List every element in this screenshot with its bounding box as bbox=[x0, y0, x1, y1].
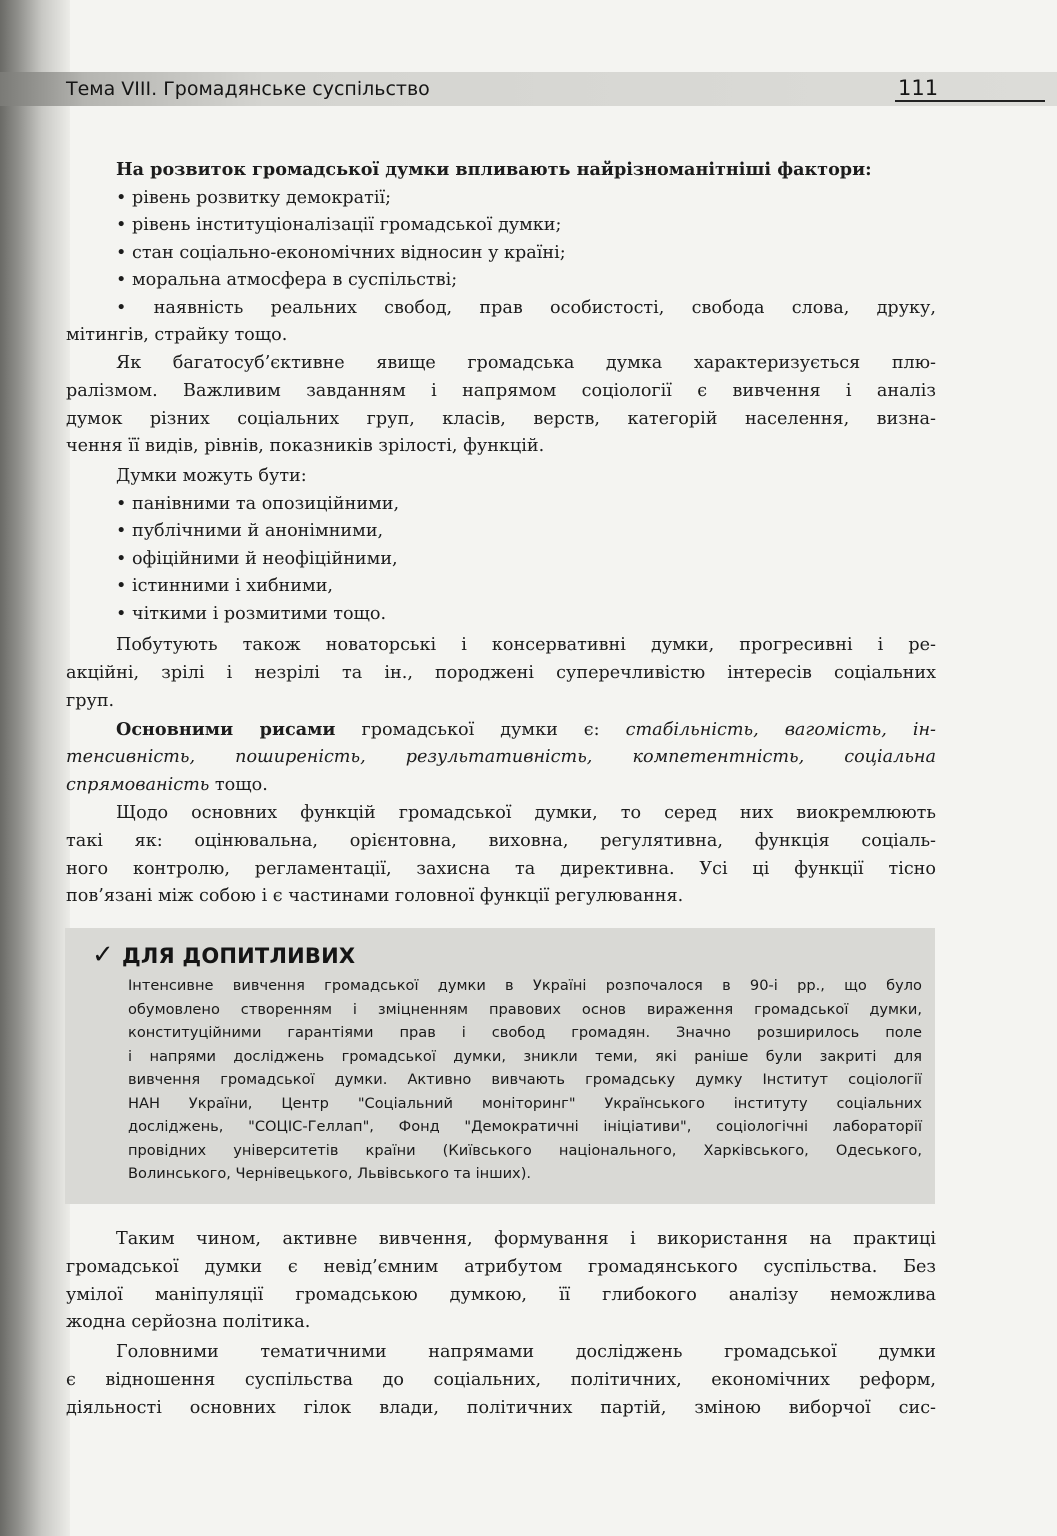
opinion-item: • публічними й анонімними, bbox=[116, 521, 384, 542]
opinions-list bbox=[116, 463, 936, 629]
factor-item: • моральна атмосфера в суспільстві; bbox=[116, 270, 458, 291]
opinion-item: • офіційними й неофіційними, bbox=[116, 548, 398, 569]
directions-paragraph: Головними тематичними напрямами досліджень громадської думки bbox=[116, 1342, 936, 1362]
opinion-item: • істинними і хибними, bbox=[116, 576, 334, 597]
features-paragraph-cont: тенсивність, поширеність, результативність, компетентність, соціальна спрямованість тощо. bbox=[66, 747, 936, 795]
pluralism-paragraph-cont: ралізмом. Важливим завданням і напрямом соціології є вивчення і аналіз думок різних соціальних груп, класів, верств, категорій населення, визна- чення її видів, рівнів, показників зрілості, функцій. bbox=[66, 381, 936, 457]
conclusion-paragraph: Таким чином, активне вивчення, формування і використання на практиці bbox=[116, 1229, 936, 1249]
features-paragraph: Основними рисами громадської думки є: стабільність, вагомість, ін- bbox=[116, 719, 936, 740]
directions-paragraph-cont: є відношення суспільства до соціальних, політичних, економічних реформ, діяльності основних гілок влади, політичних партій, зміною виборчої сис- bbox=[66, 1370, 936, 1418]
factor-item: • наявність реальних свобод, прав особистості, свобода слова, друку, bbox=[116, 297, 936, 318]
page-number: 111 bbox=[898, 76, 939, 100]
running-header-title: Тема VIII. Громадянське суспільство bbox=[66, 78, 430, 100]
factor-item: • рівень розвитку демократії; bbox=[116, 187, 392, 208]
opinions-intro: Думки можуть бути: bbox=[116, 466, 307, 486]
curious-box-text: Інтенсивне вивчення громадської думки в Україні розпочалося в 90-і рр., що було обумовлено створенням і зміцненням правових основ вираження громадської думки, конституційними гарантіями прав і свобод громадян. Значно розширилось поле і напрями досліджень громадської думки, зникли теми, які раніше були закриті для вивчення громадської думки. Активно вивчають громадську думку Інститут соціології НАН України, Центр "Соціальний моніторинг" Українського інституту соціальних досліджень, "СОЦІС-Геллап", Фонд "Демократичні ініціативи", соціологічні лабораторії провідних університетів країни (Київського національного, Харківського, Одеського, Волинського, Чернівецького, Львівського та інших). bbox=[128, 977, 922, 1182]
also-paragraph-cont: акційні, зрілі і незрілі та ін., породжені суперечливістю інтересів соціальних груп. bbox=[66, 663, 936, 711]
factor-item-continuation: мітингів, страйку тощо. bbox=[66, 325, 288, 345]
factor-item: • рівень інституціоналізації громадської думки; bbox=[116, 215, 562, 236]
functions-paragraph: Щодо основних функцій громадської думки, то серед них виокремлюють bbox=[116, 803, 936, 823]
conclusion-paragraph-cont: громадської думки є невід’ємним атрибутом громадянського суспільства. Без умілої маніпуляції громадською думкою, її глибокого аналізу неможлива жодна серйозна політика. bbox=[66, 1257, 936, 1333]
factor-item: • стан соціально-економічних відносин у країні; bbox=[116, 242, 566, 263]
opinion-item: • чіткими і розмитими тощо. bbox=[116, 603, 387, 624]
checkmark-icon: ✓ bbox=[92, 940, 114, 970]
functions-paragraph-cont: такі як: оцінювальна, орієнтовна, виховна, регулятивна, функція соціаль- ного контролю, регламентації, захисна та директивна. Усі ці функції тісно пов’язані між собою і є частинами головної функції регулювання. bbox=[66, 831, 936, 907]
curious-box-title: ✓ ДЛЯ ДОПИТЛИВИХ bbox=[92, 940, 356, 970]
factors-section bbox=[116, 156, 936, 323]
also-paragraph: Побутують також новаторські і консервативні думки, прогресивні і ре- bbox=[116, 635, 936, 655]
opinion-item: • панівними та опозиційними, bbox=[116, 493, 400, 514]
page-number-underline bbox=[895, 100, 1045, 102]
pluralism-paragraph: Як багатосуб’єктивне явище громадська думка характеризується плю- bbox=[116, 353, 936, 373]
book-spine-shadow bbox=[0, 0, 70, 1536]
factors-heading: На розвиток громадської думки впливають найрізноманітніші фактори: bbox=[116, 159, 872, 180]
